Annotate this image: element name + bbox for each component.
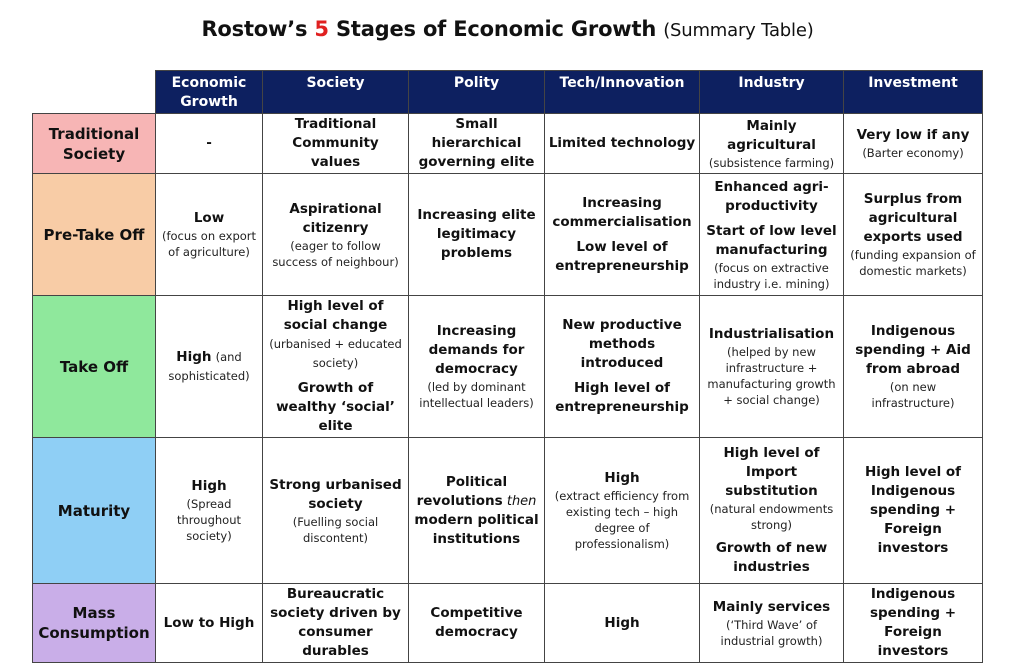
- stage-mass-consumption: Mass Consumption: [33, 584, 156, 663]
- summary-table: [32, 70, 983, 663]
- cell-main: -: [206, 135, 212, 151]
- stage-pre-take-off: Pre-Take Off: [33, 174, 156, 296]
- cell-main: Mainly agricultural: [727, 117, 816, 153]
- cell-main: New productive methods introduced: [562, 317, 682, 371]
- cell-main-2: High level of entrepreneurship: [555, 380, 689, 415]
- table-row: [33, 174, 983, 296]
- cell-main: High: [604, 470, 640, 486]
- header-industry: Industry: [700, 71, 844, 114]
- cell-growth: [156, 296, 263, 438]
- cell-main-2: Growth of wealthy ‘social’ elite: [276, 380, 395, 434]
- cell-investment: [844, 438, 983, 584]
- header-tech-innovation: Tech/Innovation: [545, 71, 700, 114]
- cell-main-2: modern political institutions: [414, 511, 539, 547]
- cell-main: High: [176, 348, 212, 365]
- cell-tech: [545, 114, 700, 174]
- cell-main: High level of Import substitution: [723, 445, 820, 499]
- cell-growth: [156, 438, 263, 584]
- title-prefix: Rostow’s: [201, 17, 315, 41]
- cell-note: (extract efficiency from existing tech – high degree of professionalism): [554, 489, 690, 551]
- cell-main: High level of Indigenous spending + Foreign investors: [864, 464, 962, 556]
- cell-tech: [545, 438, 700, 584]
- cell-main: Small hierarchical governing elite: [418, 116, 535, 170]
- cell-main: Increasing demands for democracy: [428, 323, 525, 377]
- cell-main: Surplus from agricultural exports used: [863, 191, 963, 245]
- table-row: [33, 584, 983, 663]
- cell-main: High: [604, 614, 640, 631]
- cell-note: (on new infrastructure): [871, 380, 955, 410]
- cell-industry: [700, 296, 844, 438]
- title-main: Stages of Economic Growth: [328, 17, 657, 41]
- cell-society: [263, 584, 409, 663]
- cell-industry: [700, 584, 844, 663]
- cell-note: (eager to follow success of neighbour): [272, 238, 399, 269]
- header-economic-growth: Economic Growth: [156, 71, 263, 114]
- cell-main: Competitive democracy: [430, 605, 523, 640]
- cell-main: Low: [193, 210, 225, 226]
- cell-main: Very low if any: [856, 127, 970, 143]
- cell-main: Indigenous spending + Foreign investors: [869, 586, 957, 659]
- header-investment: Investment: [844, 71, 983, 114]
- cell-main: Industrialisation: [708, 326, 835, 342]
- cell-tech: [545, 584, 700, 663]
- cell-note: (focus on export of agriculture): [161, 229, 257, 259]
- cell-investment: [844, 174, 983, 296]
- stage-take-off: Take Off: [33, 296, 156, 438]
- cell-main: Strong urbanised society: [269, 476, 402, 512]
- cell-investment: [844, 114, 983, 174]
- table-row: [33, 438, 983, 584]
- cell-polity: [409, 174, 545, 296]
- cell-main: Increasing elite legitimacy problems: [417, 207, 536, 261]
- cell-note: (and sophisticated): [168, 349, 250, 383]
- cell-main: Political revolutions: [416, 473, 508, 509]
- cell-main: High: [191, 478, 227, 494]
- cell-tech: [545, 174, 700, 296]
- cell-main: Low to High: [163, 614, 255, 631]
- title-number: 5: [314, 17, 329, 41]
- cell-note: (Spread throughout society): [176, 497, 242, 543]
- cell-note: (led by dominant intellectual leaders): [419, 380, 534, 410]
- cell-industry: [700, 174, 844, 296]
- cell-main: Indigenous spending + Aid from abroad: [855, 323, 971, 377]
- cell-industry: [700, 114, 844, 174]
- cell-growth: [156, 174, 263, 296]
- cell-polity: [409, 584, 545, 663]
- cell-note: (subsistence farming): [708, 155, 835, 170]
- cell-main-2: Growth of new industries: [715, 540, 828, 575]
- cell-main: Aspirational citizenry: [289, 200, 382, 236]
- title-subtitle: (Summary Table): [663, 20, 814, 41]
- header-polity: Polity: [409, 71, 545, 114]
- cell-note: (funding expansion of domestic markets): [850, 248, 976, 278]
- cell-growth: [156, 114, 263, 174]
- stage-maturity: Maturity: [33, 438, 156, 584]
- cell-investment: [844, 296, 983, 438]
- cell-industry: [700, 438, 844, 584]
- cell-polity: [409, 296, 545, 438]
- table-row: [33, 114, 983, 174]
- cell-note: (helped by new infrastructure + manufacturing growth + social change): [707, 345, 836, 407]
- cell-growth: [156, 584, 263, 663]
- cell-note: (natural endowments strong): [709, 502, 834, 532]
- cell-note: (Barter economy): [862, 146, 964, 160]
- cell-society: [263, 438, 409, 584]
- cell-main: Mainly services: [712, 598, 831, 615]
- corner-cell: [33, 71, 156, 114]
- cell-society: [263, 114, 409, 174]
- cell-main: Bureaucratic society driven by consumer durables: [270, 586, 401, 659]
- cell-main: Limited technology: [548, 135, 696, 151]
- cell-note: (focus on extractive industry i.e. mining): [713, 260, 830, 291]
- cell-note: (Fuelling social discontent): [292, 514, 379, 545]
- cell-note: (urbanised + educated society): [269, 337, 402, 370]
- cell-investment: [844, 584, 983, 663]
- header-society: Society: [263, 71, 409, 114]
- page-title: [0, 17, 1015, 41]
- cell-polity: [409, 114, 545, 174]
- cell-note: (‘Third Wave’ of industrial growth): [720, 617, 823, 648]
- cell-main: Increasing commercialisation: [552, 194, 692, 230]
- cell-tech: [545, 296, 700, 438]
- cell-main-2: Low level of entrepreneurship: [555, 238, 689, 274]
- cell-main: Enhanced agri-productivity: [714, 178, 829, 214]
- header-row: [33, 71, 983, 114]
- stage-traditional-society: Traditional Society: [33, 114, 156, 174]
- cell-society: [263, 174, 409, 296]
- table-row: [33, 296, 983, 438]
- cell-society: [263, 296, 409, 438]
- cell-main: Traditional Community values: [292, 116, 379, 170]
- cell-polity: [409, 438, 545, 584]
- cell-italic: then: [506, 493, 537, 509]
- cell-main: High level of social change: [283, 298, 388, 333]
- cell-main-2: Start of low level manufacturing: [706, 222, 837, 258]
